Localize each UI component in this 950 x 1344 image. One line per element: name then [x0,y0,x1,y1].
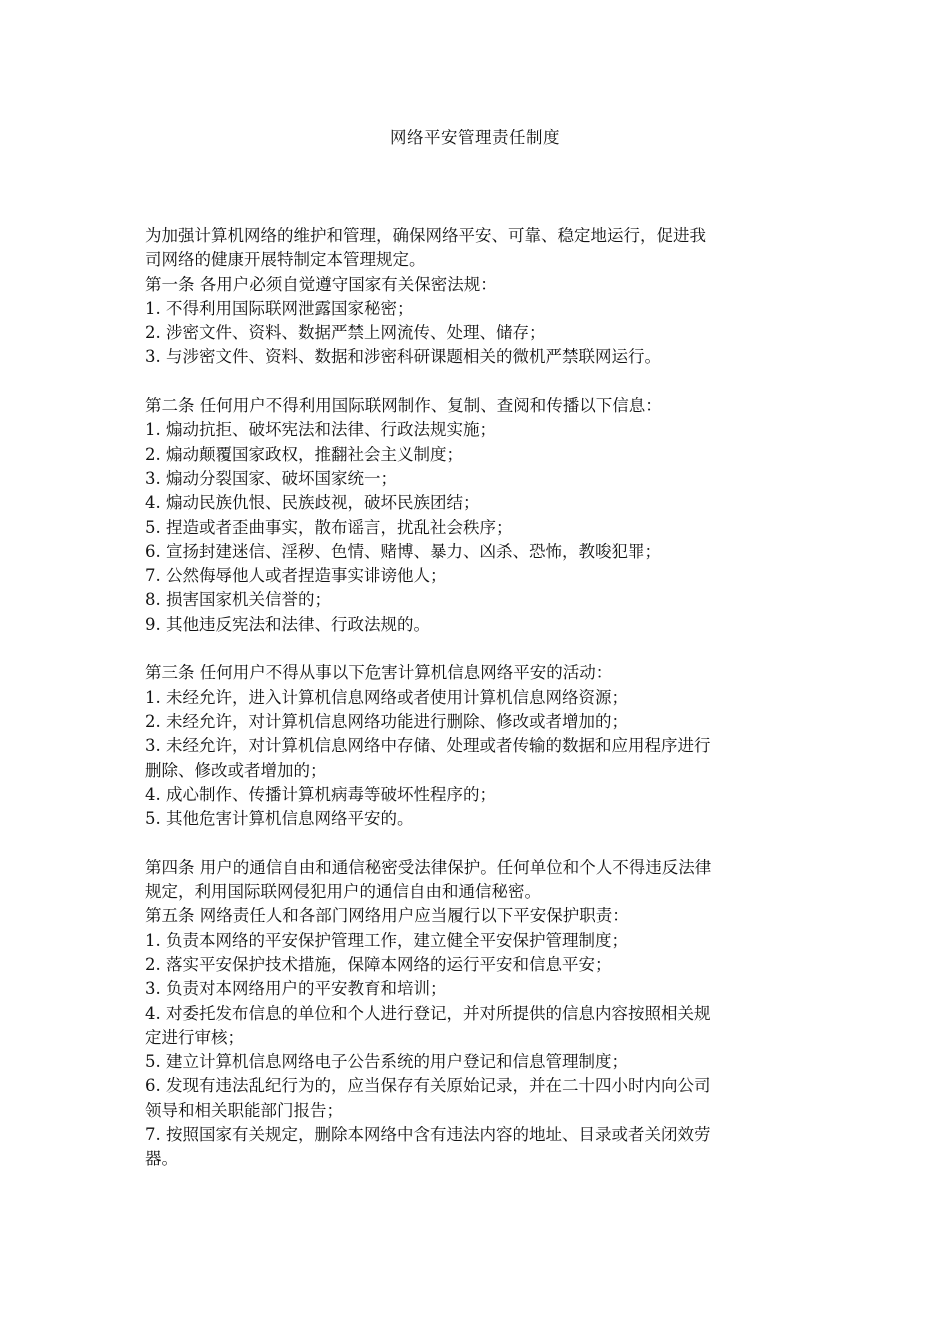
article-2 [145,394,805,637]
article-1 [145,273,805,370]
article-3-item: 删除、修改或者增加的； [145,760,327,780]
article-2-item: 5. 捏造或者歪曲事实，散布谣言，扰乱社会秩序； [145,517,513,537]
article-5-item: 器。 [145,1149,178,1169]
article-2-item: 8. 损害国家机关信誉的； [145,590,331,610]
article-5-item: 定进行审核； [145,1027,244,1047]
document-title: 网络平安管理责任制度 [390,128,560,147]
article-4-line: 规定，利用国际联网侵犯用户的通信自由和通信秘密。 [145,882,541,902]
article-5-item: 7. 按照国家有关规定，删除本网络中含有违法内容的地址、目录或者关闭效劳 [145,1124,711,1144]
article-3-heading: 第三条 任何用户不得从事以下危害计算机信息网络平安的活动： [145,663,613,683]
article-3-item: 1. 未经允许，进入计算机信息网络或者使用计算机信息网络资源； [145,687,628,707]
article-2-item: 4. 煽动民族仇恨、民族歧视，破坏民族团结； [145,493,480,513]
intro-paragraph [145,224,805,273]
intro-line: 司网络的健康开展特制定本管理规定。 [145,250,426,270]
article-5-item: 5. 建立计算机信息网络电子公告系统的用户登记和信息管理制度； [145,1052,628,1072]
article-1-item: 1. 不得利用国际联网泄露国家秘密； [145,298,414,318]
intro-line: 为加强计算机网络的维护和管理，确保网络平安、可靠、稳定地运行，促进我 [145,226,706,245]
article-2-item: 7. 公然侮辱他人或者捏造事实诽谤他人； [145,566,447,586]
paragraph-gap [145,370,805,394]
document-body [145,224,805,1172]
article-1-item: 3. 与涉密文件、资料、数据和涉密科研课题相关的微机严禁联网运行。 [145,347,661,367]
article-5 [145,904,805,1171]
article-3-item: 5. 其他危害计算机信息网络平安的。 [145,809,414,829]
article-2-item: 9. 其他违反宪法和法律、行政法规的。 [145,614,430,634]
paragraph-gap [145,637,805,661]
article-2-item: 1. 煽动抗拒、破坏宪法和法律、行政法规实施； [145,420,496,440]
article-4-line: 第四条 用户的通信自由和通信秘密受法律保护。任何单位和个人不得违反法律 [145,857,712,877]
article-5-item: 6. 发现有违法乱纪行为的，应当保存有关原始记录，并在二十四小时内向公司 [145,1076,711,1096]
article-2-item: 3. 煽动分裂国家、破坏国家统一； [145,468,397,488]
article-3 [145,661,805,831]
article-2-item: 2. 煽动颠覆国家政权，推翻社会主义制度； [145,444,463,464]
article-3-item: 3. 未经允许，对计算机信息网络中存储、处理或者传输的数据和应用程序进行 [145,736,711,756]
article-5-item: 4. 对委托发布信息的单位和个人进行登记，并对所提供的信息内容按照相关规 [145,1003,711,1023]
article-1-item: 2. 涉密文件、资料、数据严禁上网流传、处理、储存； [145,323,546,343]
paragraph-gap [145,831,805,855]
article-5-item: 1. 负责本网络的平安保护管理工作，建立健全平安保护管理制度； [145,930,628,950]
article-3-item: 2. 未经允许，对计算机信息网络功能进行删除、修改或者增加的； [145,711,628,731]
article-2-heading: 第二条 任何用户不得利用国际联网制作、复制、查阅和传播以下信息： [145,396,662,416]
article-5-heading: 第五条 网络责任人和各部门网络用户应当履行以下平安保护职责： [145,906,629,926]
article-4 [145,856,805,905]
article-1-heading: 第一条 各用户必须自觉遵守国家有关保密法规： [145,274,497,294]
article-5-item: 2. 落实平安保护技术措施，保障本网络的运行平安和信息平安； [145,954,612,974]
article-5-item: 领导和相关职能部门报告； [145,1100,343,1120]
article-2-item: 6. 宣扬封建迷信、淫秽、色情、赌博、暴力、凶杀、恐怖，教唆犯罪； [145,541,661,561]
article-5-item: 3. 负责对本网络用户的平安教育和培训； [145,979,447,999]
article-3-item: 4. 成心制作、传播计算机病毒等破坏性程序的； [145,784,496,804]
